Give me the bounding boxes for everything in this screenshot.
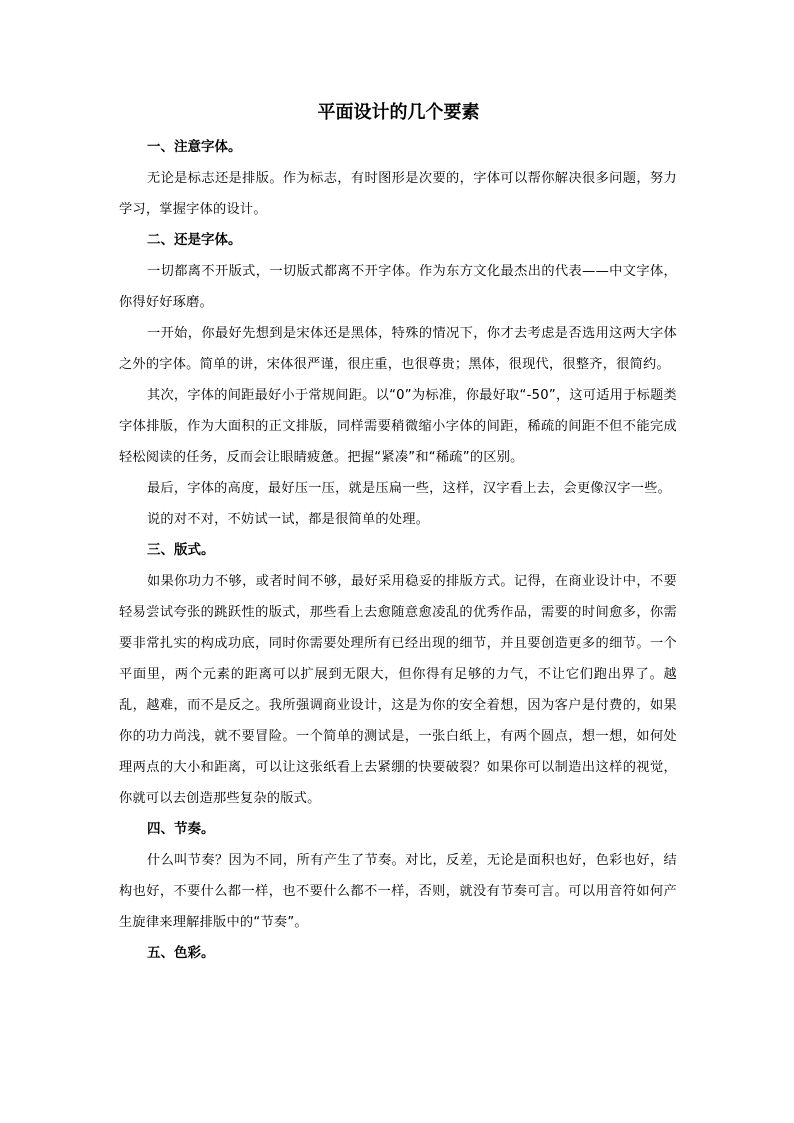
section-heading: 一、注意字体。 <box>147 139 242 155</box>
paragraph: 说的对不对，不妨试一试，都是很简单的处理。 <box>147 512 430 527</box>
section-rhythm <box>119 814 677 938</box>
paragraph: 最后，字体的高度，最好压一压，就是压扁一些，这样，汉字看上去，会更像汉字一些。 <box>147 481 672 496</box>
paragraph: 一开始，你最好先想到是宋体还是黑体，特殊的情况下，你才去考虑是否选用这两大字体之外的字体。简单的讲，宋体很严谨，很庄重，也很尊贵；黑体，很现代，很整齐，很简约。 <box>119 326 677 372</box>
paragraph: 一切都离不开版式，一切版式都离不开字体。作为东方文化最杰出的代表——中文字体，你得好好琢磨。 <box>119 264 677 310</box>
paragraph: 如果你功力不够，或者时间不够，最好采用稳妥的排版方式。记得，在商业设计中，不要轻易尝试夸张的跳跃性的版式，那些看上去愈随意愈凌乱的优秀作品，需要的时间愈多，你需要非常扎实的构成功底，同时你需要处理所有已经出现的细节，并且要创造更多的细节。一个平面里，两个元素的距离可以扩展到无限大，但你得有足够的力气，不让它们跑出界了。越乱，越难，而不是反之。我所强调商业设计，这是为你的安全着想，因为客户是付费的，如果你的功力尚浅，就不要冒险。一个简单的测试是，一张白纸上，有两个圆点，想一想，如何处理两点的大小和距离，可以让这张纸看上去紧绷的快要破裂？如果你可以制造出这样的视觉，你就可以去创造那些复杂的版式。 <box>119 574 677 806</box>
section-fonts <box>119 132 677 225</box>
section-heading: 三、版式。 <box>147 542 215 558</box>
section-color <box>119 938 677 969</box>
paragraph: 其次，字体的间距最好小于常规间距。以“0”为标准，你最好取“-50”，这可适用于标题类字体排版，作为大面积的正文排版，同样需要稍微缩小字体的间距，稀疏的间距不但不能完成轻松阅读的任务，反而会让眼睛疲惫。把握“紧凑”和“稀疏”的区别。 <box>119 388 677 465</box>
section-heading: 五、色彩。 <box>147 945 215 961</box>
section-heading: 二、还是字体。 <box>147 232 242 248</box>
document-title: 平面设计的几个要素 <box>317 102 480 123</box>
paragraph: 什么叫节奏？因为不同，所有产生了节奏。对比，反差，无论是面积也好，色彩也好，结构也好，不要什么都一样，也不要什么都不一样，否则，就没有节奏可言。可以用音符如何产生旋律来理解排版中的“节奏”。 <box>119 853 677 930</box>
section-still-fonts <box>119 225 677 535</box>
section-heading: 四、节奏。 <box>147 821 215 837</box>
paragraph: 无论是标志还是排版。作为标志，有时图形是次要的，字体可以帮你解决很多问题，努力学习，掌握字体的设计。 <box>119 171 677 217</box>
section-layout <box>119 535 677 814</box>
document-page <box>119 100 677 969</box>
